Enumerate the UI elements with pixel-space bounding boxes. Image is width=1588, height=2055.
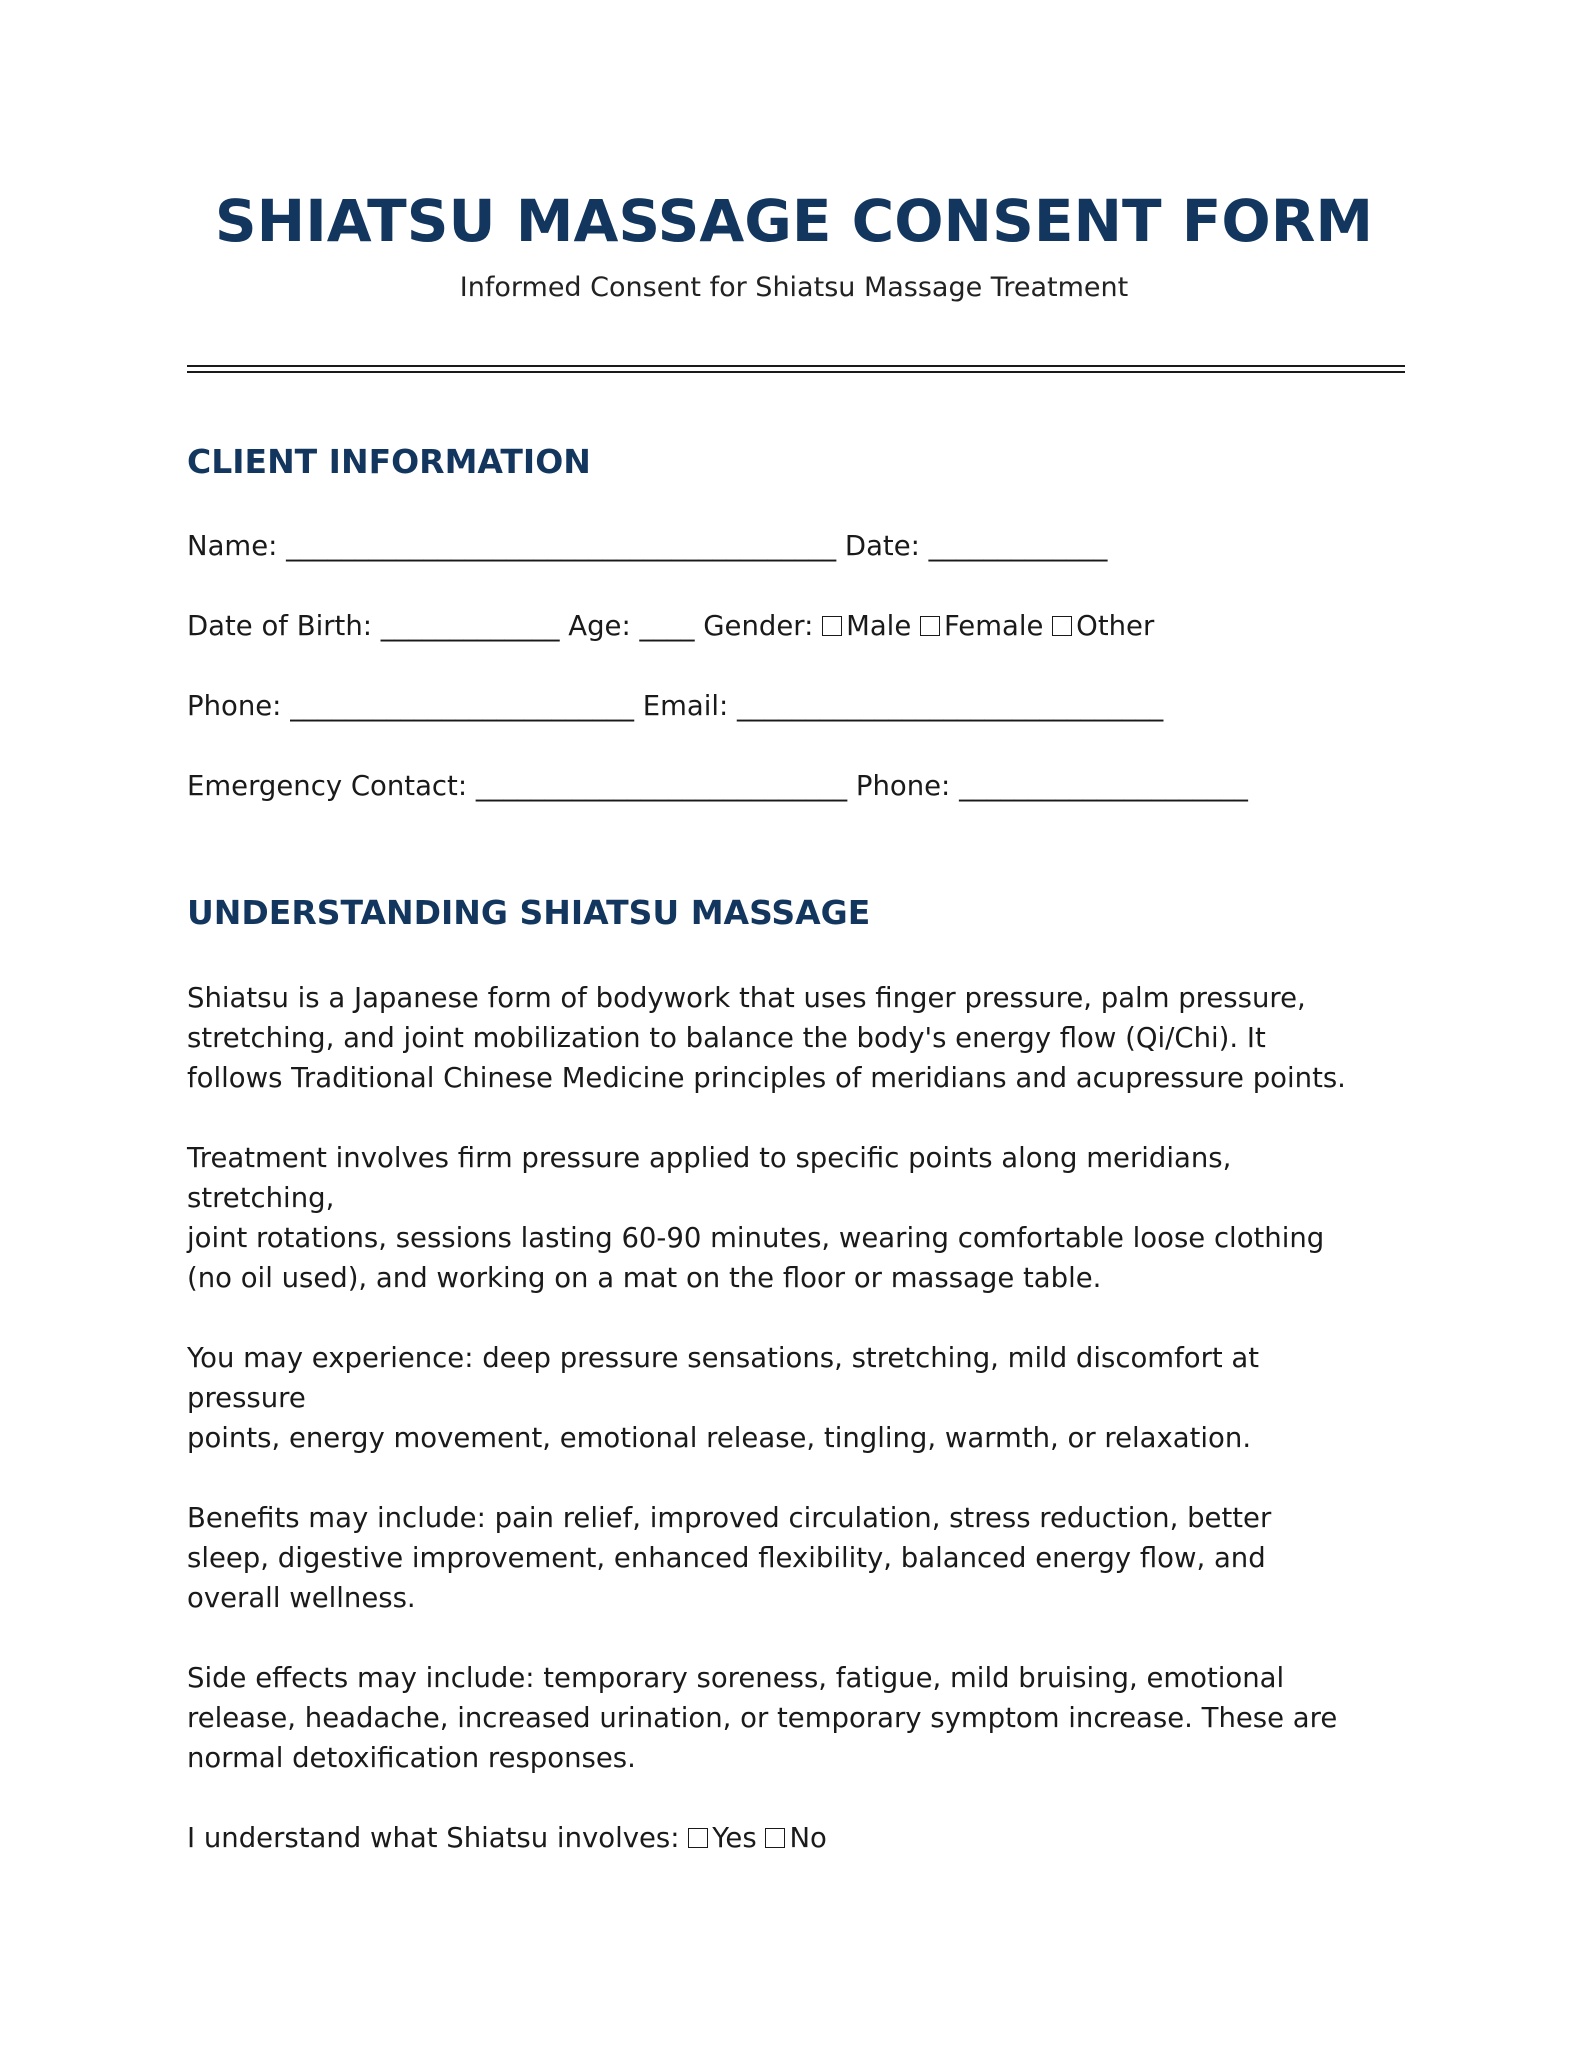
gender-label: Gender: [703,610,814,642]
date-field[interactable]: _____________ [928,530,1108,562]
email-field[interactable]: _______________________________ [737,690,1164,722]
understand-yes-label: Yes [712,1822,757,1854]
gender-male-label: Male [846,610,912,642]
name-date-row [187,526,1107,566]
emergency-phone-label: Phone: [855,770,951,802]
phone-label: Phone: [187,690,282,722]
name-label: Name: [187,530,278,562]
phone-field[interactable]: _________________________ [290,690,634,722]
gender-other-checkbox[interactable] [1052,616,1072,636]
paragraph-line: overall wellness. [187,1582,416,1614]
date-label: Date: [844,530,920,562]
paragraph-line: You may experience: deep pressure sensations, stretching, mild discomfort at [187,1342,1260,1374]
paragraph-experience [187,1338,1417,1458]
paragraph-line: joint rotations, sessions lasting 60-90 minutes, wearing comfortable loose clothing [187,1222,1325,1254]
understand-yes-checkbox[interactable] [688,1828,708,1848]
section-heading-client-information: CLIENT INFORMATION [187,442,591,481]
paragraph-line: Shiatsu is a Japanese form of bodywork that uses finger pressure, palm pressure, [187,982,1306,1014]
gender-female-label: Female [943,610,1044,642]
paragraph-line: points, energy movement, emotional release, tingling, warmth, or relaxation. [187,1422,1252,1454]
form-title: SHIATSU MASSAGE CONSENT FORM [214,187,1374,255]
paragraph-line: Treatment involves firm pressure applied to specific points along meridians, [187,1142,1232,1174]
gender-male-checkbox[interactable] [822,616,842,636]
emergency-contact-row [187,766,1248,806]
age-field[interactable]: ____ [639,610,695,642]
emergency-phone-field[interactable]: _____________________ [959,770,1248,802]
name-field[interactable]: ________________________________________ [286,530,837,562]
paragraph-line: stretching, and joint mobilization to balance the body's energy flow (Qi/Chi). It [187,1022,1266,1054]
paragraph-line: release, headache, increased urination, or temporary symptom increase. These are [187,1702,1338,1734]
paragraph-line: stretching, [187,1182,335,1214]
gender-female-checkbox[interactable] [920,616,940,636]
section-heading-understanding-shiatsu: UNDERSTANDING SHIATSU MASSAGE [187,893,871,932]
paragraph-line: normal detoxification responses. [187,1742,636,1774]
paragraph-line: (no oil used), and working on a mat on the floor or massage table. [187,1262,1102,1294]
email-label: Email: [642,690,729,722]
gender-other-label: Other [1076,610,1155,642]
dob-label: Date of Birth: [187,610,373,642]
paragraph-line: Side effects may include: temporary soreness, fatigue, mild bruising, emotional [187,1662,1285,1694]
age-label: Age: [568,610,631,642]
paragraph-line: Benefits may include: pain relief, improved circulation, stress reduction, better [187,1502,1272,1534]
paragraph-treatment [187,1138,1417,1298]
paragraph-side-effects [187,1658,1417,1778]
understand-no-checkbox[interactable] [765,1828,785,1848]
title-divider-top [187,365,1405,367]
emergency-contact-label: Emergency Contact: [187,770,468,802]
dob-field[interactable]: _____________ [380,610,560,642]
understand-no-label: No [789,1822,827,1854]
phone-email-row [187,686,1163,726]
paragraph-benefits [187,1498,1417,1618]
emergency-contact-field[interactable]: ___________________________ [475,770,848,802]
understand-confirmation-row [187,1818,827,1858]
dob-age-gender-row [187,606,1154,646]
form-subtitle: Informed Consent for Shiatsu Massage Treatment [459,272,1129,303]
paragraph-line: sleep, digestive improvement, enhanced flexibility, balanced energy flow, and [187,1542,1266,1574]
title-divider-bottom [187,371,1405,373]
paragraph-description [187,978,1417,1098]
paragraph-line: follows Traditional Chinese Medicine principles of meridians and acupressure points. [187,1062,1346,1094]
understand-label: I understand what Shiatsu involves: [187,1822,680,1854]
paragraph-line: pressure [187,1382,306,1414]
